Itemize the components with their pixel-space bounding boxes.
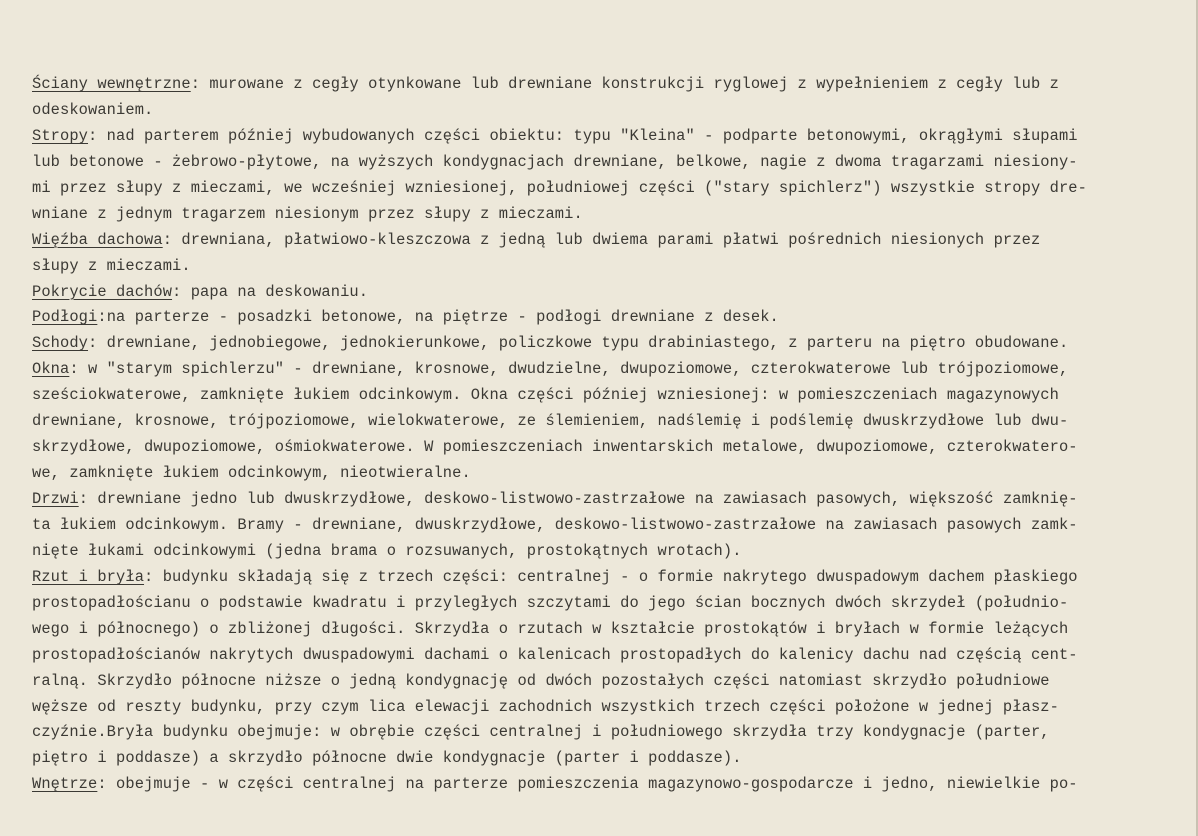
line-text: : drewniane jedno lub dwuskrzydłowe, deskowo-listwowo-zastrzałowe na zawiasach pasowych, większość zamknię- [78,490,1078,508]
text-line [32,669,1182,695]
line-text: mi przez słupy z mieczami, we wcześniej wzniesionej, południowej części ("stary spichlerz") wszystkie stropy dre- [32,178,1087,197]
text-line [32,331,1182,357]
text-line [32,746,1182,772]
line-text: drewniane, krosnowe, trójpoziomowe, wielokwaterowe, ze ślemieniem, nadślemię i podślemię dwuskrzydłowe lub dwu- [32,412,1069,431]
section-heading: Podłogi [32,308,98,327]
line-text: odeskowaniem. [32,100,154,119]
paragraph [32,72,1182,124]
line-text: prostopadłościanów nakrytych dwuspadowymi dachami o kalenicach prostopadłych do kalenicy dachu nad częścią cent- [32,645,1078,664]
paragraph [32,280,1182,306]
text-line [32,487,1182,513]
section-heading: Schody [32,334,89,353]
line-text: : papa na deskowaniu. [172,282,369,301]
line-text: : obejmuje - w części centralnej na parterze pomieszczenia magazynowo-gospodarcze i jedno, niewielkie po- [97,775,1078,794]
text-line [32,305,1182,331]
line-text: : drewniane, jednobiegowe, jednokierunkowe, policzkowe typu drabiniastego, z parteru na piętro obudowane. [88,334,1069,353]
line-text: sześciokwaterowe, zamknięte łukiem odcinkowym. Okna części później wzniesionej: w pomieszczeniach magazynowych [32,386,1059,405]
paragraph [32,565,1182,773]
text-line [32,124,1182,150]
line-text: skrzydłowe, dwupoziomowe, ośmiokwaterowe. W pomieszczeniach inwentarskich metalowe, dwupoziomowe, czterokwatero- [32,438,1078,457]
text-line [32,254,1182,280]
line-text: słupy z mieczami. [32,256,191,275]
text-line [32,461,1182,487]
line-text: : drewniana, płatwiowo-kleszczowa z jedną lub dwiema parami płatwi pośrednich niesionych przez [162,230,1041,249]
text-line [32,280,1182,306]
line-text: : nad parterem później wybudowanych części obiektu: typu "Kleina" - podparte betonowymi, okrągłymi słupami [88,126,1078,145]
line-text: czyźnie.Bryła budynku obejmuje: w obrębie części centralnej i południowego skrzydła trzy kondygnacje (parter, [32,723,1050,742]
line-text: wniane z jednym tragarzem niesionym przez słupy z mieczami. [32,204,583,223]
text-line [32,409,1182,435]
section-heading: Ściany wewnętrzne [32,75,191,93]
section-heading: Drzwi [32,490,79,508]
line-text: piętro i poddasze) a skrzydło północne dwie kondygnacje (parter i poddasze). [32,749,742,768]
paragraph [32,331,1182,357]
document-body [32,72,1182,798]
text-line [32,643,1182,669]
paragraph [32,305,1182,331]
section-heading: Rzut i bryła [32,567,145,586]
line-text: wego i północnego) o zbliżonej długości. Skrzydła o rzutach w kształcie prostokątów i bryłach w formie leżących [32,619,1069,638]
text-line [32,202,1182,228]
text-line [32,228,1182,254]
line-text: ta łukiem odcinkowym. Bramy - drewniane, dwuskrzydłowe, deskowo-listwowo-zastrzałowe na zawiasach pasowych zamk- [32,515,1078,534]
paragraph [32,357,1182,487]
line-text: we, zamknięte łukiem odcinkowym, nieotwieralne. [32,464,471,483]
line-text: lub betonowe - żebrowo-płytowe, na wyższych kondygnacjach drewniane, belkowe, nagie z dwoma tragarzami niesiony- [32,152,1078,171]
section-heading: Stropy [32,126,89,145]
text-line [32,150,1182,176]
line-text: :na parterze - posadzki betonowe, na piętrze - podłogi drewniane z desek. [97,308,779,327]
line-text: : budynku składają się z trzech części: centralnej - o formie nakrytego dwuspadowym dachem płaskiego [144,567,1078,586]
text-line [32,617,1182,643]
text-line [32,383,1182,409]
text-line [32,98,1182,124]
text-line [32,435,1182,461]
section-heading: Więźba dachowa [32,230,163,249]
text-line [32,720,1182,746]
line-text: nięte łukami odcinkowymi (jedna brama o rozsuwanych, prostokątnych wrotach). [32,541,742,560]
text-line [32,539,1182,565]
text-line [32,591,1182,617]
text-line [32,72,1182,98]
text-line [32,357,1182,383]
line-text: : murowane z cegły otynkowane lub drewniane konstrukcji ryglowej z wypełnieniem z cegły lub z [190,75,1059,93]
section-heading: Wnętrze [32,775,98,794]
line-text: : w "starym spichlerzu" - drewniane, krosnowe, dwudzielne, dwupoziomowe, czterokwaterowe lub trójpoziomowe, [69,360,1069,379]
section-heading: Pokrycie dachów [32,282,173,301]
line-text: ralną. Skrzydło północne niższe o jedną kondygnację od dwóch pozostałych części natomiast skrzydło południowe [32,671,1050,690]
line-text: prostopadłościanu o podstawie kwadratu i przyległych szczytami do jego ścian bocznych dwóch skrzydeł (południo- [32,593,1069,612]
line-text: węższe od reszty budynku, przy czym lica elewacji zachodnich wszystkich trzech części położone w jednej płasz- [32,697,1059,716]
paragraph [32,228,1182,280]
section-heading: Okna [32,360,70,379]
text-line [32,513,1182,539]
paragraph [32,124,1182,228]
paragraph [32,772,1182,798]
text-line [32,772,1182,798]
paragraph [32,487,1182,565]
text-line [32,565,1182,591]
text-line [32,176,1182,202]
text-line [32,695,1182,721]
